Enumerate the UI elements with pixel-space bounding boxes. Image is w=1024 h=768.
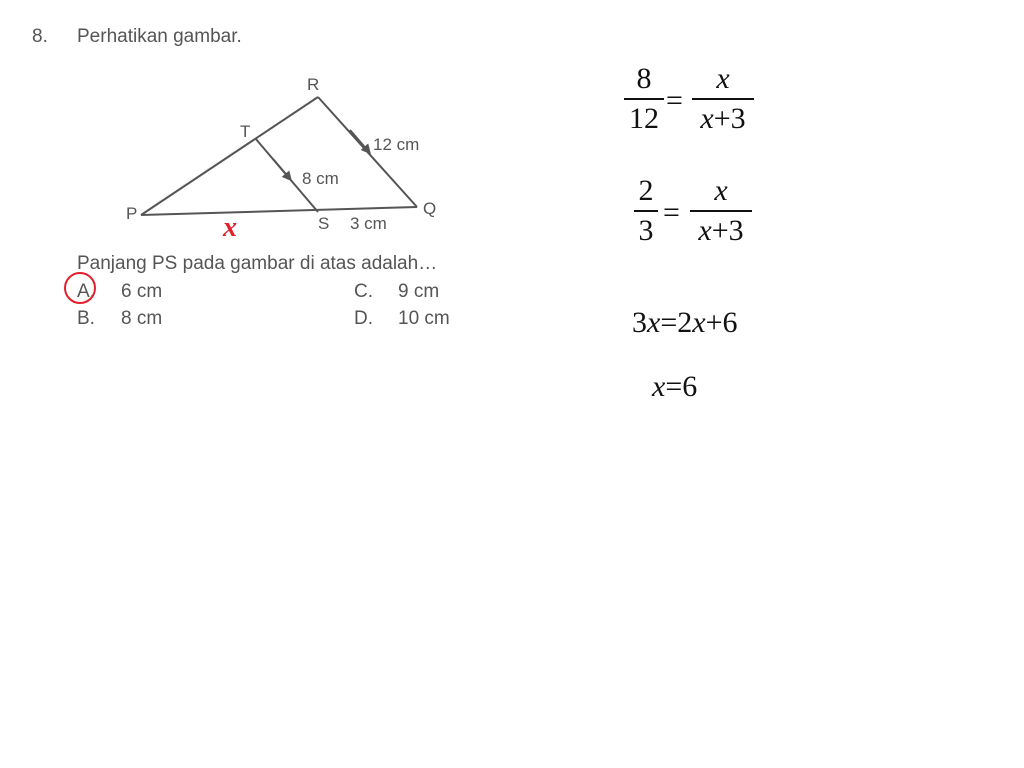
option-value: 9 cm [398,281,440,302]
option-letter: D. [354,308,373,329]
option-b[interactable] [77,308,162,330]
fraction-bar [690,210,752,212]
option-value: 6 cm [121,281,163,302]
arrow-TS [273,159,290,179]
option-letter: C. [354,281,373,302]
equation-step4: x=6 [652,370,698,403]
side-PR [141,97,318,215]
option-value: 10 cm [398,308,450,329]
numerator: x [714,174,728,207]
question-number: 8. [32,26,48,47]
equals-sign: = [666,84,683,117]
length-label-TS: 8 cm [302,169,339,188]
question-prompt: Perhatikan gambar. [77,26,242,47]
denominator: x+3 [698,213,744,247]
fraction-step2-right [690,174,752,248]
fraction-bar [624,98,664,100]
numerator: 8 [636,62,652,95]
numerator: x [716,62,730,95]
option-value: 8 cm [121,308,163,329]
fraction-bar [692,98,754,100]
fraction-step1-left [624,62,664,136]
solution-workings [600,50,1000,420]
point-label-S: S [318,214,330,233]
point-label-R: R [307,75,320,94]
option-c[interactable] [354,281,439,303]
selected-answer-circle [64,272,96,304]
problem-card [0,0,560,360]
point-label-Q: Q [423,199,437,218]
denominator: 3 [638,213,654,247]
option-letter: B. [77,308,95,329]
length-label-SQ: 3 cm [350,214,387,233]
denominator: x+3 [700,101,746,135]
equation-step3: 3x=2x+6 [632,306,738,339]
triangle-figure [0,0,560,260]
equals-sign: = [663,196,680,229]
unknown-x-mark: x [223,212,237,243]
arrow-RQ [350,130,369,152]
fraction-bar [634,210,658,212]
point-label-P: P [126,204,138,223]
fraction-step2-left [634,174,658,248]
question-text: Panjang PS pada gambar di atas adalah… [77,253,438,274]
option-letter: A. [77,281,95,302]
option-d[interactable] [354,308,450,330]
numerator: 2 [638,174,654,207]
fraction-step1-right [692,62,754,136]
point-label-T: T [240,122,251,141]
length-label-RQ: 12 cm [373,135,420,154]
denominator: 12 [629,101,659,135]
